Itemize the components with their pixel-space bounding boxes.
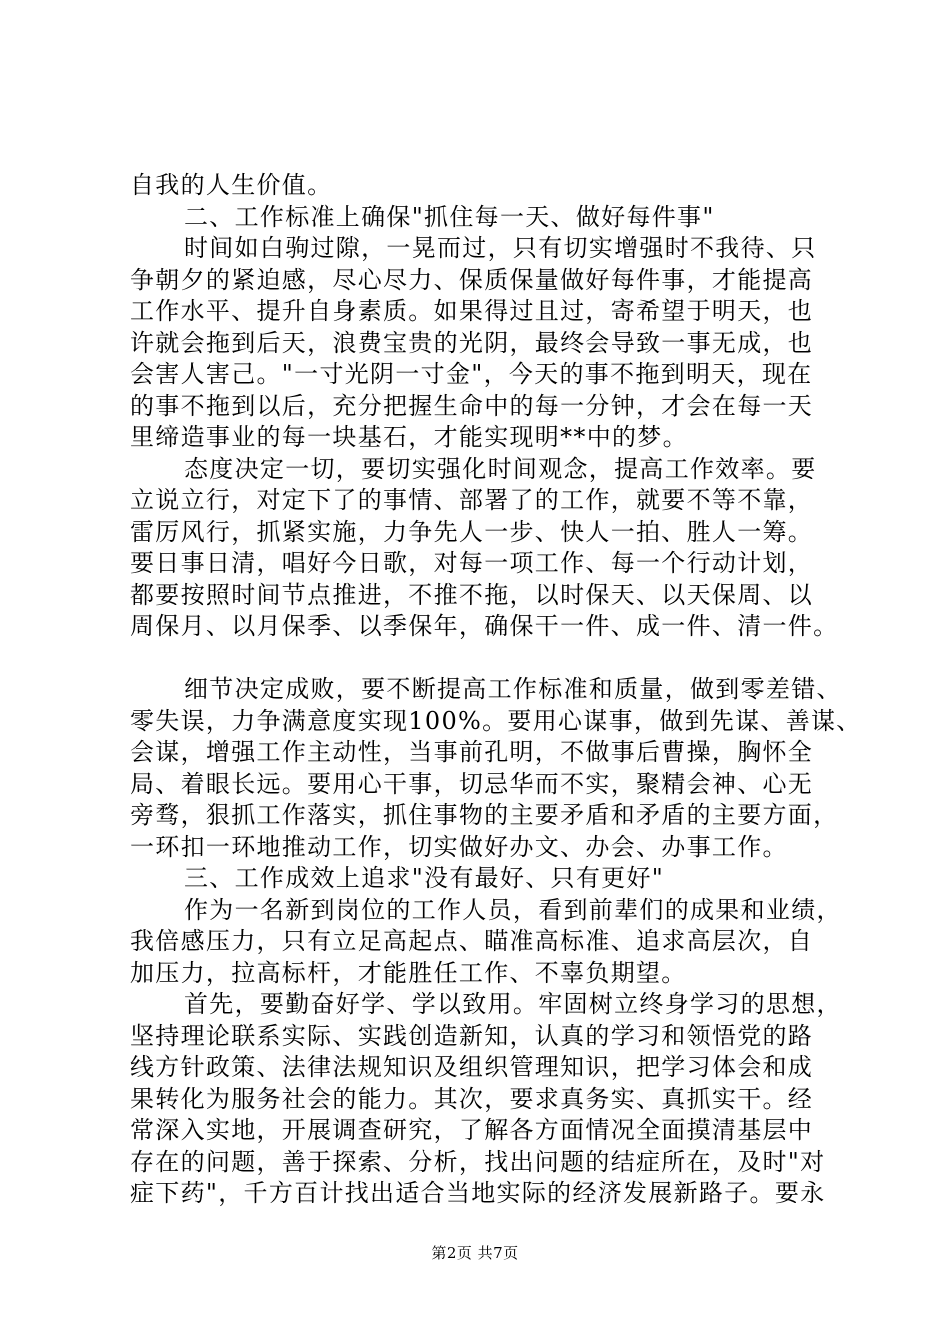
text-line: 细节决定成败，要不断提高工作标准和质量，做到零差错、 — [184, 675, 842, 703]
text-line: 许就会拖到后天，浪费宝贵的光阴，最终会导致一事无成，也 — [130, 328, 814, 357]
text-line: 作为一名新到岗位的工作人员，看到前辈们的成果和业绩， — [184, 895, 842, 924]
page-number-footer: 第2页 共7页 — [431, 1244, 519, 1262]
text-line: 坚持理论联系实际、实践创造新知，认真的学习和领悟党的路 — [130, 1021, 814, 1050]
text-line: 一环扣一环地推动工作，切实做好办文、办会、办事工作。 — [130, 832, 788, 861]
text-line: 果转化为服务社会的能力。其次，要求真务实、真抓实干。经 — [130, 1084, 814, 1113]
text-line: 存在的问题，善于探索、分析，找出问题的结症所在，及时"对 — [130, 1147, 826, 1176]
text-line: 立说立行，对定下了的事情、部署了的工作，就要不等不靠， — [130, 486, 814, 514]
text-line: 态度决定一切，要切实强化时间观念，提高工作效率。要 — [184, 454, 817, 483]
section-heading: 二、工作标准上确保"抓住每一天、做好每件事" — [184, 202, 715, 231]
text-line: 会谋，增强工作主动性，当事前孔明，不做事后曹操，胸怀全 — [130, 738, 814, 766]
text-line: 的事不拖到以后，充分把握生命中的每一分钟，才会在每一天 — [130, 391, 814, 420]
document-body — [130, 170, 862, 1210]
text-line: 加压力，拉高标杆，才能胜任工作、不辜负期望。 — [130, 958, 687, 987]
text-line: 都要按照时间节点推进，不推不拖，以时保天、以天保周、以 — [130, 580, 814, 609]
text-line: 会害人害己。"一寸光阴一寸金"，今天的事不拖到明天，现在 — [130, 360, 813, 388]
text-line: 零失误，力争满意度实现100%。要用心谋事，做到先谋、善谋、 — [130, 706, 862, 735]
text-line: 线方针政策、法律法规知识及组织管理知识，把学习体会和成 — [130, 1053, 814, 1081]
text-line: 局、着眼长远。要用心干事，切忌华而不实，聚精会神、心无 — [130, 769, 814, 798]
text-line: 周保月、以月保季、以季保年，确保干一件、成一件、清一件。 — [130, 612, 839, 640]
text-line: 里缔造事业的每一块基石，才能实现明**中的梦。 — [130, 423, 688, 451]
text-line: 我倍感压力，只有立足高起点、瞄准高标准、追求高层次，自 — [130, 927, 814, 955]
text-line: 雷厉风行，抓紧实施，力争先人一步、快人一拍、胜人一筹。 — [130, 517, 814, 546]
text-line: 争朝夕的紧迫感，尽心尽力、保质保量做好每件事，才能提高 — [130, 265, 814, 294]
text-line: 常深入实地，开展调查研究，了解各方面情况全面摸清基层中 — [130, 1116, 814, 1144]
text-line: 首先，要勤奋好学、学以致用。牢固树立终身学习的思想， — [184, 990, 842, 1018]
text-line: 时间如白驹过隙，一晃而过，只有切实增强时不我待、只 — [184, 234, 817, 262]
text-line: 旁骛，狠抓工作落实，抓住事物的主要矛盾和矛盾的主要方面， — [130, 801, 839, 829]
text-line: 症下药"，千方百计找出适合当地实际的经济发展新路子。要永 — [130, 1179, 826, 1207]
text-line: 工作水平、提升自身素质。如果得过且过，寄希望于明天，也 — [130, 297, 814, 325]
text-line: 要日事日清，唱好今日歌，对每一项工作、每一个行动计划， — [130, 549, 814, 577]
paragraph-spacer — [130, 643, 850, 675]
text-line: 自我的人生价值。 — [130, 171, 333, 199]
section-heading: 三、工作成效上追求"没有最好、只有更好" — [184, 864, 665, 892]
